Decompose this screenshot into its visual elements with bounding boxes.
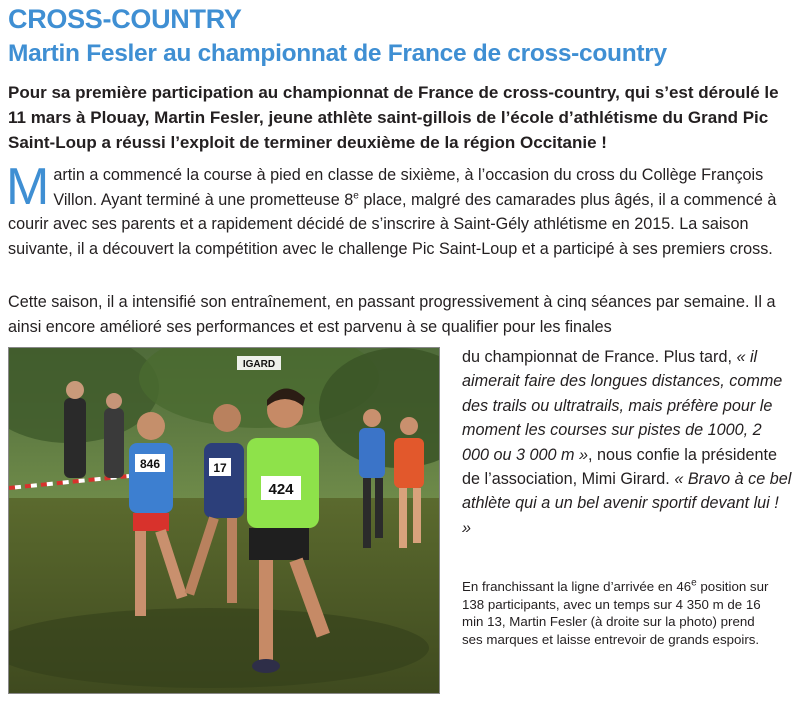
spectator xyxy=(64,398,86,478)
caption-superscript: e xyxy=(691,577,697,589)
caption-text-b: position sur 138 participants, avec un temps sur 4 350 m de 16 min 13, Martin Fesler (à droite sur la photo) prend ses marques et laisse entrevoir de grands espoirs. xyxy=(462,579,769,647)
body-paragraph-3-text-b: , nous confie la présidente de l’association, Mimi Girard. xyxy=(462,445,777,489)
drop-cap: M xyxy=(6,158,50,216)
body-paragraph-3-text-a: du championnat de France. Plus tard, xyxy=(462,348,732,366)
bib-424: 424 xyxy=(268,481,294,498)
body-paragraph-2: Cette saison, il a intensifié son entraînement, en passant progressivement à cinq séances par semaine. Il a ainsi encore amélioré ses performances et est parvenu à se qualifier pour les finales xyxy=(8,293,776,336)
bib-partial: IGARD xyxy=(242,359,276,370)
body-paragraph-1-text-a: artin a commencé la course à pied en classe de sixième, à l’occasion du cross du Collège François Villon. Ayant terminé à une prometteuse 8 xyxy=(53,166,764,209)
quote-bravo: « Bravo à ce bel athlète qui a un bel avenir sportif devant lui ! » xyxy=(462,470,792,537)
caption-text-a: En franchissant la ligne d’arrivée en 46 xyxy=(462,579,692,594)
runner-846 xyxy=(129,443,173,513)
body-paragraph-1-text-b: place, malgré des camarades plus âgés, il a commencé à courir avec ses parents et a rapidement décidé de s’inscrire à Saint-Gély athlétisme en 2015. La saison suivante, il a découvert la compétition avec le challenge Pic Saint-Loup et a participé à ses premiers cross. xyxy=(8,190,777,258)
bib-17: 17 xyxy=(213,461,227,475)
race-photo xyxy=(8,347,440,694)
body-paragraph-1 xyxy=(6,158,788,261)
bib-846: 846 xyxy=(139,457,161,471)
body-paragraph-3 xyxy=(462,345,792,540)
photo-caption xyxy=(462,578,772,648)
ordinal-superscript: e xyxy=(353,190,359,202)
quote-ambition: « il aimerait faire des longues distances, comme des trails ou ultratrails, mais préfère pour le moment les courses sur pistes de 1000, 2 000 ou 3 000 m » xyxy=(462,348,783,464)
runner-orange-back xyxy=(394,438,424,488)
article-headline: Martin Fesler au championnat de France de cross-country xyxy=(8,40,667,67)
article-lead: Pour sa première participation au championnat de France de cross-country, qui s’est déroulé le 11 mars à Plouay, Martin Fesler, jeune athlète saint-gillois de l’école d’athlétisme du Grand Pic Saint-Loup a réussi l’exploit de terminer deuxième de la région Occitanie ! xyxy=(8,83,779,152)
section-title: CROSS-COUNTRY xyxy=(8,4,242,34)
runner-blue-back xyxy=(359,428,385,478)
race-photo-illustration xyxy=(9,348,439,693)
runner-17 xyxy=(204,443,244,518)
